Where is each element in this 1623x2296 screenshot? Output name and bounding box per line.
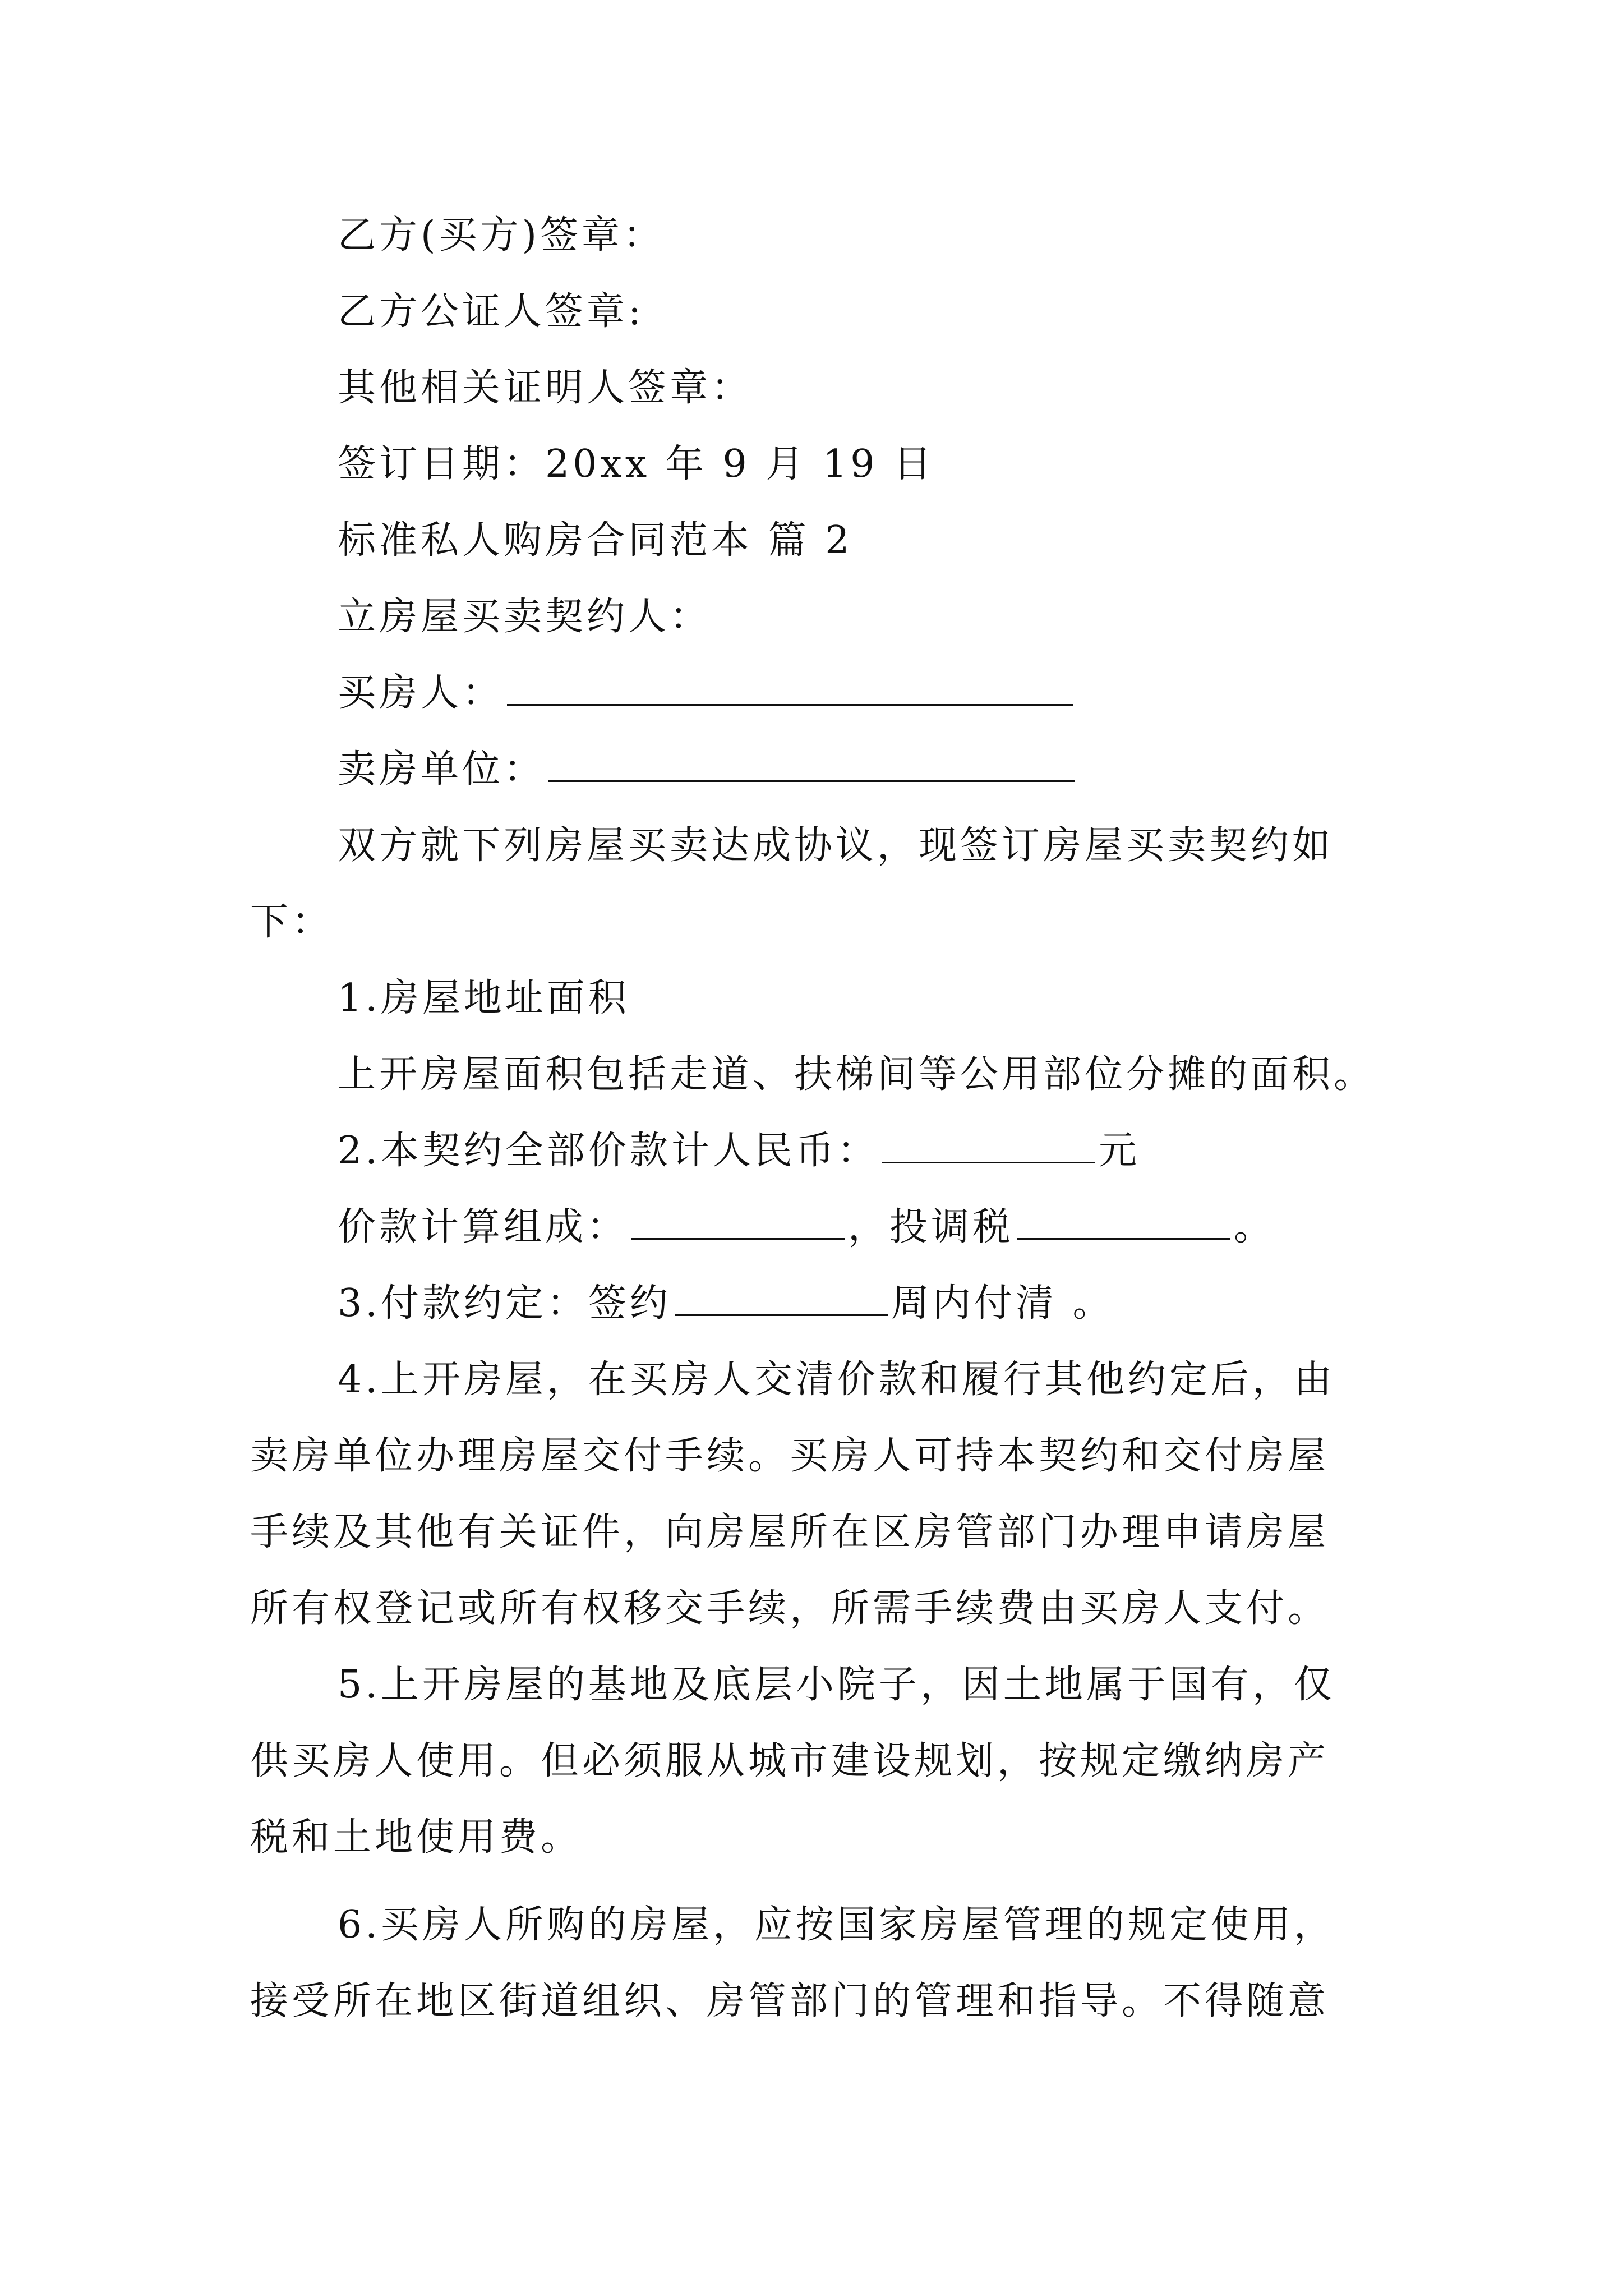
signature-line-witness [250,350,1383,426]
text: 立房屋买卖契约人： [338,595,712,639]
clause-1-body [250,1037,1383,1113]
clause-5-line-1 [250,1647,1383,1723]
clause-4-line-4 [250,1571,1383,1647]
tax-blank [1017,1193,1230,1240]
text: 接受所在地区街道组织、房管部门的管理和指导。不得随意 [250,1979,1330,2023]
price-blank [882,1117,1095,1163]
clause-4-line-3 [250,1494,1383,1571]
text: 3.付款约定：签约 [338,1281,671,1326]
buyer-blank [507,659,1073,706]
text: 2.本契约全部价款计人民币： [338,1129,879,1173]
signature-line-buyer [250,197,1383,274]
seller-field [250,731,1383,808]
text: 。 [1234,1205,1276,1249]
text: 周内付清 。 [891,1281,1114,1326]
clause-5-line-2 [250,1723,1383,1800]
buyer-field [250,655,1383,731]
text: 所有权登记或所有权移交手续，所需手续费由买房人支付。 [250,1586,1330,1631]
text: 签订日期：20xx 年 9 月 19 日 [338,442,935,486]
text: 标准私人购房合同范本 篇 2 [338,518,853,563]
clause-4-line-1 [250,1342,1383,1418]
text: 供买房人使用。但必须服从城市建设规划，按规定缴纳房产 [250,1739,1330,1783]
section-title [250,503,1383,579]
clause-2 [250,1113,1383,1189]
paragraph-agreement [250,808,1383,884]
document-body [250,197,1383,2040]
text: 双方就下列房屋买卖达成协议，现签订房屋买卖契约如 [338,823,1334,868]
text: ，投调税 [848,1205,1015,1249]
signing-date [250,426,1383,503]
clause-6-line-2 [250,1963,1383,2040]
text: 下： [250,900,334,944]
text: 乙方公证人签章: [338,289,644,334]
label: 卖房单位： [338,747,546,792]
text: 6.买房人所购的房屋，应按国家房屋管理的规定使用， [338,1903,1335,1947]
clause-1-heading [250,960,1383,1037]
text: 元 [1098,1129,1140,1173]
clause-6-line-1 [250,1887,1383,1963]
text: 税和土地使用费。 [250,1815,583,1860]
spacer [250,1876,1383,1887]
payment-weeks-blank [675,1269,888,1316]
contract-parties-heading [250,579,1383,655]
text: 乙方(买方)签章： [338,213,665,257]
signature-line-buyer-notary [250,274,1383,350]
clause-4-line-2 [250,1418,1383,1494]
text: 4.上开房屋，在买房人交清价款和履行其他约定后，由 [338,1358,1335,1402]
clause-5-line-3 [250,1800,1383,1876]
paragraph-agreement-cont [250,884,1383,960]
text: 其他相关证明人签章： [338,366,753,410]
text: 1.房屋地址面积 [338,976,630,1020]
text: 5.上开房屋的基地及底层小院子，因土地属于国有，仅 [338,1663,1335,1707]
clause-3 [250,1266,1383,1342]
text: 卖房单位办理房屋交付手续。买房人可持本契约和交付房屋 [250,1434,1330,1478]
text: 上开房屋面积包括走道、扶梯间等公用部位分摊的面积。 [338,1052,1376,1097]
price-composition [250,1189,1383,1266]
text: 手续及其他有关证件，向房屋所在区房管部门办理申请房屋 [250,1510,1330,1554]
label: 买房人： [338,671,504,715]
text: 价款计算组成： [338,1205,629,1249]
composition-blank [631,1193,845,1240]
seller-blank [548,735,1075,782]
